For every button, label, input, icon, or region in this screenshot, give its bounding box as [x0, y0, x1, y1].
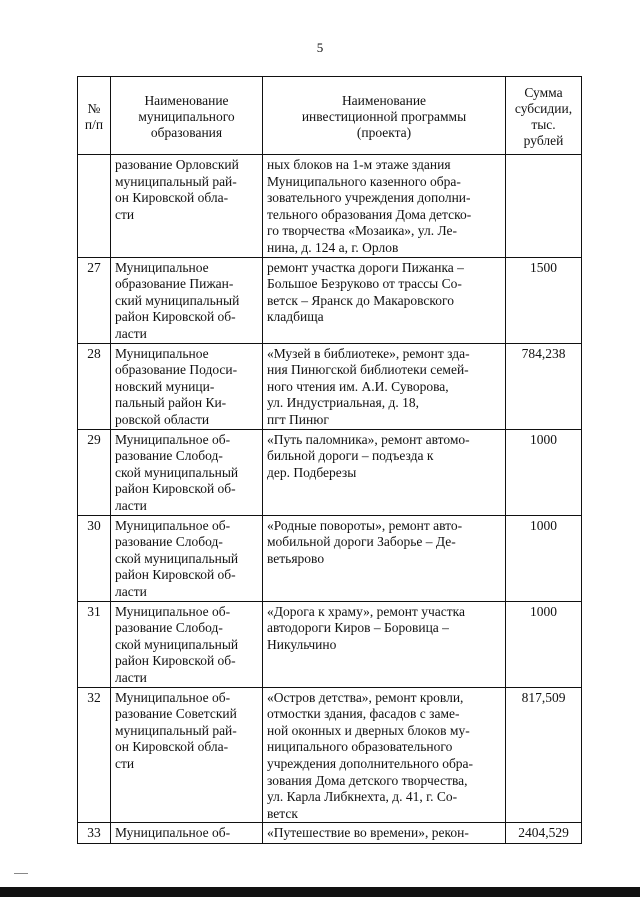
- row-num: 28: [78, 343, 111, 429]
- table-row: [78, 601, 582, 687]
- row-municipality: Муниципальное об- разование Слобод- ской муниципальный район Кировской об- ласти: [111, 515, 263, 601]
- scan-bottom-border: [0, 887, 640, 897]
- table-row: [78, 257, 582, 343]
- page-number: 5: [316, 40, 324, 55]
- row-num: 33: [78, 823, 111, 844]
- row-sum: 784,238: [506, 343, 582, 429]
- header-municipality: Наименование муниципального образования: [111, 77, 263, 155]
- table-row: [78, 343, 582, 429]
- row-sum: 1000: [506, 515, 582, 601]
- row-municipality: Муниципальное образование Подоси- новский муници- пальный район Ки- ровской области: [111, 343, 263, 429]
- row-num: 32: [78, 687, 111, 823]
- row-municipality: Муниципальное об- разование Советский муниципальный рай- он Кировской обла- сти: [111, 687, 263, 823]
- row-num: 29: [78, 429, 111, 515]
- row-program: ремонт участка дороги Пижанка – Большое Безруково от трассы Со- ветск – Яранск до Макаровского кладбища: [263, 257, 506, 343]
- row-program: «Дорога к храму», ремонт участка автодороги Киров – Боровица – Никульчино: [263, 601, 506, 687]
- table-row: [78, 155, 582, 258]
- row-program: «Путь паломника», ремонт автомо- бильной дороги – подъезда к дер. Подберезы: [263, 429, 506, 515]
- row-sum: 1000: [506, 429, 582, 515]
- table-row: [78, 823, 582, 844]
- row-municipality: разование Орловский муниципальный рай- он Кировской обла- сти: [111, 155, 263, 258]
- row-sum: 2404,529: [506, 823, 582, 844]
- table-row: [78, 429, 582, 515]
- row-program: «Остров детства», ремонт кровли, отмостки здания, фасадов с заме- ной оконных и дверных блоков му- ниципального образовательного учреждения дополнительного обра- зования Дома детского творчества, ул. Карла Либкнехта, д. 41, г. Со- ветск: [263, 687, 506, 823]
- header-num: № п/п: [78, 77, 111, 155]
- header-program: Наименование инвестиционной программы (проекта): [263, 77, 506, 155]
- subsidy-table: [77, 76, 582, 844]
- row-municipality: Муниципальное образование Пижан- ский муниципальный район Кировской об- ласти: [111, 257, 263, 343]
- row-program: «Путешествие во времени», рекон-: [263, 823, 506, 844]
- row-sum: [506, 155, 582, 258]
- scan-mark: [14, 873, 28, 874]
- row-num: 30: [78, 515, 111, 601]
- row-program: ных блоков на 1-м этаже здания Муниципального казенного обра- зовательного учреждения дополни- тельного образования Дома детско- го творчества «Мозаика», ул. Ле- нина, д. 124 а, г. Орлов: [263, 155, 506, 258]
- row-sum: 817,509: [506, 687, 582, 823]
- row-sum: 1000: [506, 601, 582, 687]
- header-sum: Сумма субсидии, тыс. рублей: [506, 77, 582, 155]
- table-header-row: [78, 77, 582, 155]
- row-sum: 1500: [506, 257, 582, 343]
- table-row: [78, 515, 582, 601]
- row-num: [78, 155, 111, 258]
- row-municipality: Муниципальное об- разование Слобод- ской муниципальный район Кировской об- ласти: [111, 429, 263, 515]
- table-row: [78, 687, 582, 823]
- row-program: «Родные повороты», ремонт авто- мобильной дороги Заборье – Де- ветьярово: [263, 515, 506, 601]
- row-num: 27: [78, 257, 111, 343]
- row-municipality: Муниципальное об-: [111, 823, 263, 844]
- row-num: 31: [78, 601, 111, 687]
- row-program: «Музей в библиотеке», ремонт зда- ния Пинюгской библиотеки семей- ного чтения им. А.И. Суворова, ул. Индустриальная, д. 18, пгт Пинюг: [263, 343, 506, 429]
- row-municipality: Муниципальное об- разование Слобод- ской муниципальный район Кировской об- ласти: [111, 601, 263, 687]
